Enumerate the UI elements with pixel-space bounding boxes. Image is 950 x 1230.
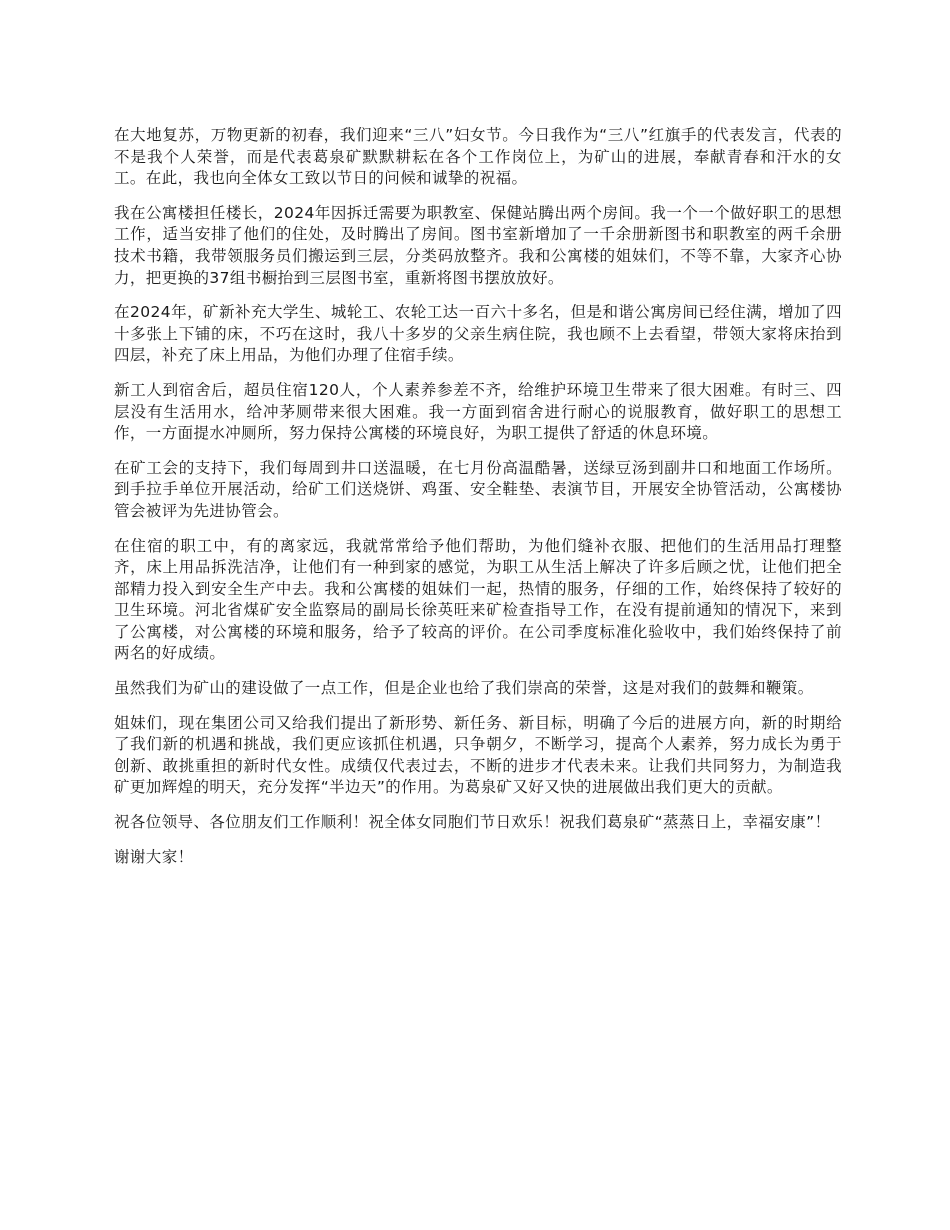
paragraph-care-for-workers: 在住宿的职工中，有的离家远，我就常常给予他们帮助，为他们缝补衣服、把他们的生活用品打理整齐，床上用品拆洗洁净，让他们有一种到家的感觉，为职工从生活上解决了许多后顾之忧，让他们把全部精力投入到安全生产中去。我和公寓楼的姐妹们一起，热情的服务，仔细的工作，始终保持了较好的卫生环境。河北省煤矿安全监察局的副局长徐英旺来矿检查指导工作，在没有提前通知的情况下，来到了公寓楼，对公寓楼的环境和服务，给予了较高的评价。在公司季度标准化验收中，我们始终保持了前两名的好成绩。: [114, 536, 842, 663]
paragraph-new-recruits: 在2024年，矿新补充大学生、城轮工、农轮工达一百六十多名，但是和谐公寓房间已经住满，增加了四十多张上下铺的床，不巧在这时，我八十多岁的父亲生病住院，我也顾不上去看望，带领大家将床抬到四层，补充了床上用品，为他们办理了住宿手续。: [114, 303, 842, 365]
paragraph-dormitory-manager: 我在公寓楼担任楼长，2024年因拆迁需要为职教室、保健站腾出两个房间。我一个一个做好职工的思想工作，适当安排了他们的住处，及时腾出了房间。图书室新增加了一千余册新图书和职教室的两千余册技术书籍，我带领服务员们搬运到三层，分类码放整齐。我和公寓楼的姐妹们，不等不靠，大家齐心协力，把更换的37组书橱抬到三层图书室，重新将图书摆放放好。: [114, 203, 842, 287]
paragraph-thanks: 谢谢大家！: [114, 847, 194, 866]
paragraph-wishes: 祝各位领导、各位朋友们工作顺利！祝全体女同胞们节日欢乐！祝我们葛泉矿“蒸蒸日上，幸福安康”！: [114, 813, 831, 832]
paragraph-call-to-action: 姐妹们，现在集团公司又给我们提出了新形势、新任务、新目标，明确了今后的进展方向，新的时期给了我们新的机遇和挑战，我们更应该抓住机遇，只争朝夕，不断学习，提高个人素养，努力成长为勇于创新、敢挑重担的新时代女性。成绩仅代表过去，不断的进步才代表未来。让我们共同努力，为制造我矿更加辉煌的明天，充分发挥“半边天”的作用。为葛泉矿又好又快的进展做出我们更大的贡献。: [114, 713, 842, 797]
paragraph-union-support: 在矿工会的支持下，我们每周到井口送温暖，在七月份高温酷暑，送绿豆汤到副井口和地面工作场所。到手拉手单位开展活动，给矿工们送烧饼、鸡蛋、安全鞋垫、表演节目，开展安全协管活动，公寓楼协管会被评为先进协管会。: [114, 458, 842, 520]
document-body: [114, 125, 842, 881]
paragraph-new-workers: 新工人到宿舍后，超员住宿120人，个人素养参差不齐，给维护环境卫生带来了很大困难。有时三、四层没有生活用水，给冲茅厕带来很大困难。我一方面到宿舍进行耐心的说服教育，做好职工的思想工作，一方面提水冲厕所，努力保持公寓楼的环境良好，为职工提供了舒适的休息环境。: [114, 380, 842, 443]
paragraph-honor: 虽然我们为矿山的建设做了一点工作，但是企业也给了我们崇高的荣誉，这是对我们的鼓舞和鞭策。: [114, 679, 814, 698]
paragraph-opening: 在大地复苏，万物更新的初春，我们迎来“三八”妇女节。今日我作为“三八”红旗手的代表发言，代表的不是我个人荣誉，而是代表葛泉矿默默耕耘在各个工作岗位上，为矿山的进展，奉献青春和汗水的女工。在此，我也向全体女工致以节日的问候和诚挚的祝福。: [114, 126, 842, 188]
